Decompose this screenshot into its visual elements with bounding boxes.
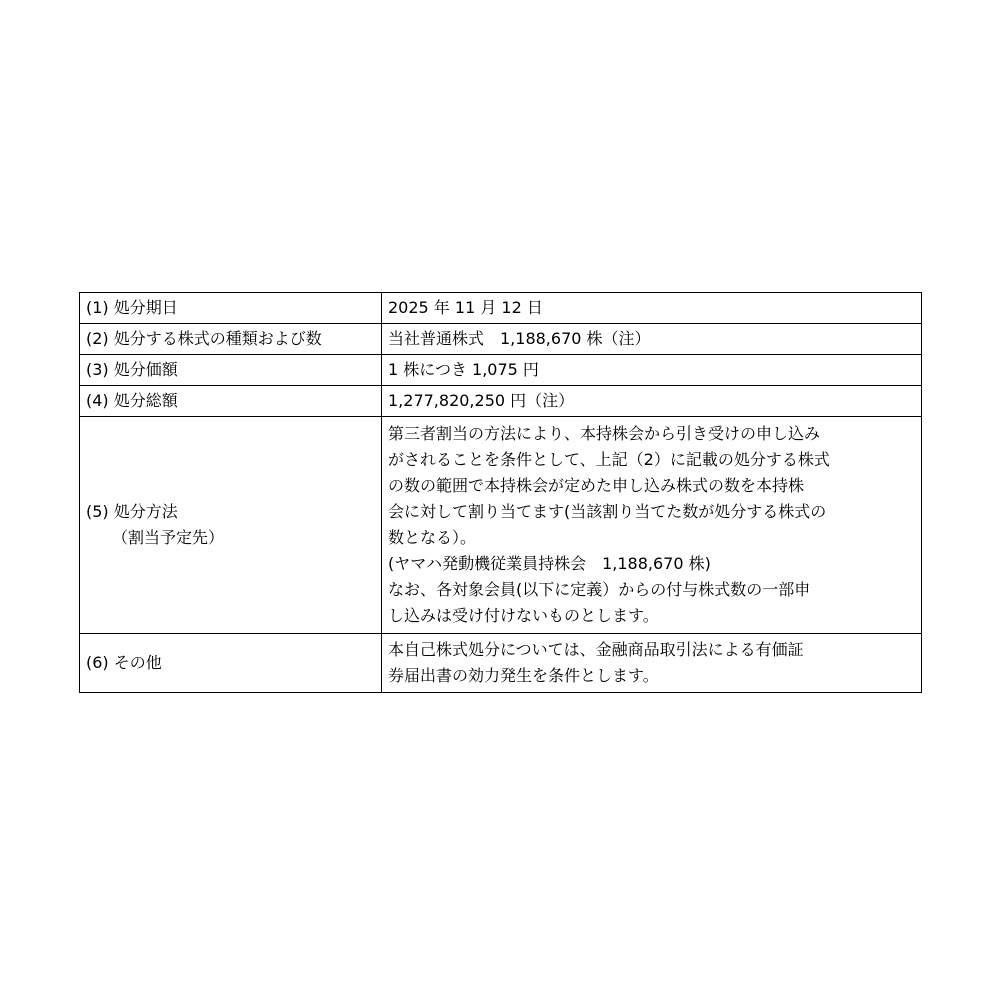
label-cell — [80, 355, 382, 386]
label-cell — [80, 417, 382, 634]
value-line: 第三者割当の方法により、本持株会から引き受けの申し込み — [388, 424, 821, 443]
table-row-share-type-count — [80, 324, 922, 355]
value-cell — [382, 634, 922, 693]
row-label: (1) 処分期日 — [86, 298, 178, 317]
value-line: なお、各対象会員(以下に定義）からの付与株式数の一部申 — [388, 580, 811, 599]
table-row-disposal-price — [80, 355, 922, 386]
value-line: 数となる）。 — [388, 528, 477, 547]
value-line: (ヤマハ発動機従業員持株会 1,188,670 株) — [388, 554, 711, 573]
value-line: 1 株につき 1,075 円 — [388, 360, 539, 379]
label-cell — [80, 324, 382, 355]
label-cell — [80, 386, 382, 417]
value-cell — [382, 293, 922, 324]
row-label: (4) 処分総額 — [86, 391, 178, 410]
value-cell — [382, 417, 922, 634]
row-label: (6) その他 — [86, 653, 162, 672]
row-label: (3) 処分価額 — [86, 360, 178, 379]
value-cell — [382, 355, 922, 386]
value-line: 当社普通株式 1,188,670 株（注） — [388, 329, 651, 348]
row-label: (2) 処分する株式の種類および数 — [86, 329, 322, 348]
table-row-other — [80, 634, 922, 693]
value-line: 会に対して割り当てます(当該割り当てた数が処分する株式の — [388, 502, 827, 521]
value-cell — [382, 386, 922, 417]
value-line: 2025 年 11 月 12 日 — [388, 298, 543, 317]
table-row-disposal-method — [80, 417, 922, 634]
value-line: し込みは受け付けないものとします。 — [388, 606, 659, 625]
row-label: (5) 処分方法 — [86, 502, 178, 521]
value-line: がされることを条件として、上記（2）に記載の処分する株式 — [388, 450, 830, 469]
table-row-disposal-total — [80, 386, 922, 417]
value-line: の数の範囲で本持株会が定めた申し込み株式の数を本持株 — [388, 476, 805, 495]
value-line: 1,277,820,250 円（注） — [388, 391, 575, 410]
label-cell — [80, 293, 382, 324]
value-cell — [382, 324, 922, 355]
row-label-sub: （割当予定先） — [112, 528, 225, 547]
value-line: 券届出書の効力発生を条件とします。 — [388, 666, 659, 685]
value-line: 本自己株式処分については、金融商品取引法による有価証 — [388, 640, 804, 659]
label-cell — [80, 634, 382, 693]
disposal-terms-table — [79, 292, 922, 693]
table-row-disposal-date — [80, 293, 922, 324]
